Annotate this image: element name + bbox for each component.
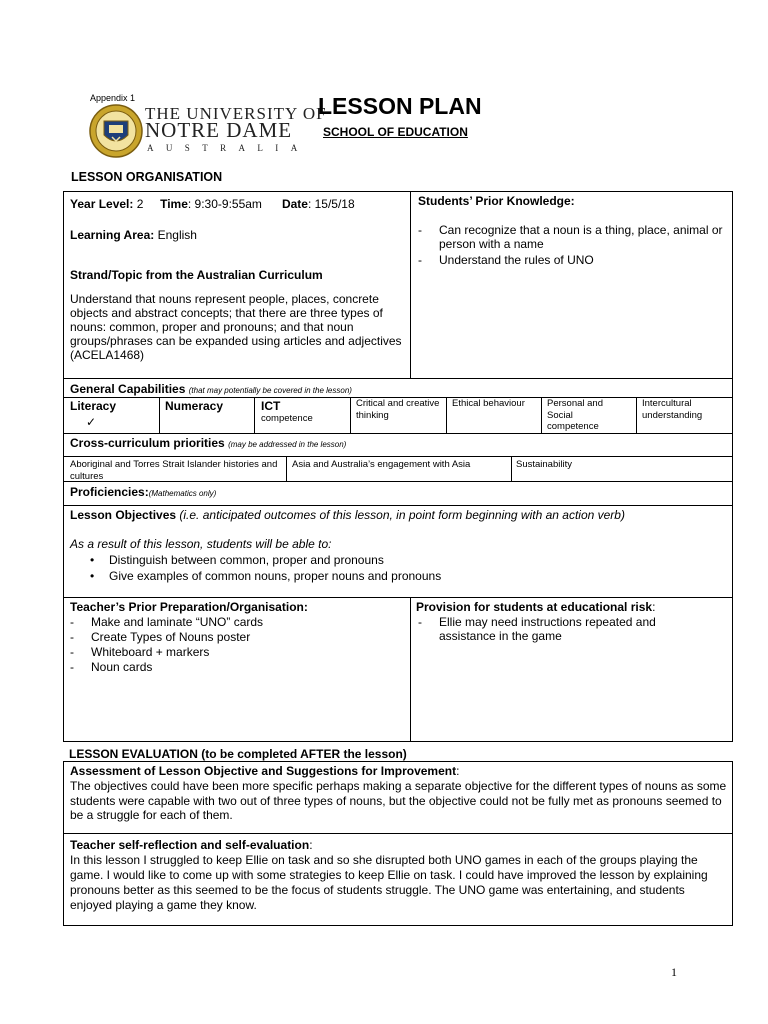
reflection-label: Teacher self-reflection and self-evaluation (70, 838, 310, 852)
preparation-label: Teacher’s Prior Preparation/Organisation: (70, 600, 308, 614)
year-level-label: Year Level: (70, 197, 134, 211)
capability-ict: ICT (261, 399, 281, 413)
list-item: - Can recognize that a noun is a thing, place, animal or person with a name (416, 223, 728, 251)
priority-aboriginal: Aboriginal and Torres Strait Islander histories and cultures (70, 459, 278, 482)
proficiencies (70, 485, 216, 501)
time-label: Time (160, 197, 188, 211)
divider (286, 456, 287, 481)
organisation-heading: LESSON ORGANISATION (71, 170, 223, 184)
divider (63, 505, 733, 506)
prior-knowledge-list (416, 223, 728, 267)
prior-knowledge-label: Students’ Prior Knowledge: (418, 194, 575, 208)
page-title: LESSON PLAN (318, 93, 482, 119)
list-item: - Make and laminate “UNO” cards (68, 615, 398, 629)
university-name-line3: AUSTRALIA (147, 143, 310, 153)
list-item: • Distinguish between common, proper and pronouns (70, 553, 670, 567)
provision-label: Provision for students at educational risk (416, 600, 653, 614)
page-subtitle: SCHOOL OF EDUCATION (323, 125, 468, 139)
capability-critical: Critical and creative thinking (356, 398, 440, 421)
strand-text: Understand that nouns represent people, places, concrete objects and abstract concepts; that there are three types of nouns: common, proper and pronouns; and that noun groups/phrases can be expanded using articles and adjectives (ACELA1468) (70, 292, 402, 362)
page-number: 1 (671, 965, 677, 979)
list-item: - Create Types of Nouns poster (68, 630, 398, 644)
provision-list (416, 615, 686, 643)
literacy-check-icon: ✓ (86, 415, 97, 429)
divider (511, 456, 512, 481)
cross-curriculum-label: Cross-curriculum priorities (70, 436, 225, 450)
strand-label: Strand/Topic from the Australian Curriculum (70, 268, 323, 282)
objectives-intro: As a result of this lesson, students will be able to: (70, 537, 332, 551)
list-item: • Give examples of common nouns, proper nouns and pronouns (70, 569, 670, 583)
year-time-date-row (70, 197, 355, 211)
divider (350, 397, 351, 433)
learning-area (70, 228, 197, 242)
divider (63, 456, 733, 457)
evaluation-heading: LESSON EVALUATION (to be completed AFTER the lesson) (69, 747, 407, 761)
divider (159, 397, 160, 433)
general-capabilities-note: (that may potentially be covered in the lesson) (188, 386, 352, 395)
capability-intercultural: Intercultural understanding (642, 398, 703, 421)
list-item: - Understand the rules of UNO (416, 253, 728, 267)
date-value: : 15/5/18 (307, 197, 355, 211)
divider (446, 397, 447, 433)
divider (254, 397, 255, 433)
time-value: : 9:30-9:55am (187, 197, 262, 211)
provision (416, 600, 655, 614)
cross-curriculum-note: (may be addressed in the lesson) (228, 440, 347, 449)
list-item: - Whiteboard + markers (68, 645, 398, 659)
divider (410, 597, 411, 742)
capability-ethical: Ethical behaviour (452, 398, 525, 409)
lesson-objectives-label: Lesson Objectives (70, 508, 177, 522)
divider (636, 397, 637, 433)
appendix-label: Appendix 1 (90, 93, 136, 103)
university-name-line2: NOTRE DAME (145, 118, 293, 142)
divider (410, 191, 411, 378)
assessment-text: The objectives could have been more specific perhaps making a separate objective for the different types of nouns as some students were capable with two out of three types of nouns, but the objective could not be fully met as pronouns seemed to be a struggle for each of them. (70, 779, 727, 822)
divider (541, 397, 542, 433)
capability-numeracy: Numeracy (165, 399, 224, 413)
capability-ict-sub: competence (261, 413, 313, 424)
divider (63, 833, 733, 834)
divider (63, 378, 733, 379)
university-crest-icon (88, 103, 144, 159)
general-capabilities-label: General Capabilities (70, 382, 186, 396)
provision-colon: : (652, 600, 656, 614)
year-level-value: 2 (136, 197, 144, 211)
capability-literacy: Literacy (70, 399, 117, 413)
priority-asia: Asia and Australia’s engagement with Asia (292, 459, 471, 470)
lesson-objectives-note: (i.e. anticipated outcomes of this lesson, in point form beginning with an action verb) (179, 508, 625, 522)
proficiencies-note: (Mathematics only) (148, 489, 217, 498)
lesson-objectives (70, 508, 625, 522)
general-capabilities (70, 382, 352, 398)
date-label: Date (281, 197, 308, 211)
learning-area-value: English (157, 228, 197, 242)
list-item: - Ellie may need instructions repeated and assistance in the game (416, 615, 686, 643)
assessment: Assessment of Lesson Objective and Suggestions for Improvement: (70, 764, 460, 778)
priority-sustainability: Sustainability (516, 459, 572, 470)
assessment-label: Assessment of Lesson Objective and Suggestions for Improvement (70, 764, 457, 778)
divider (63, 597, 733, 598)
proficiencies-label: Proficiencies: (70, 485, 149, 499)
learning-area-label: Learning Area: (70, 228, 155, 242)
list-item: - Noun cards (68, 660, 398, 674)
divider (63, 433, 733, 434)
capability-personal: Personal and Social competence (547, 398, 603, 432)
cross-curriculum (70, 436, 346, 452)
university-name-line1: THE UNIVERSITY OF (145, 104, 327, 123)
reflection: Teacher self-reflection and self-evaluation: (70, 838, 313, 852)
reflection-text: In this lesson I struggled to keep Ellie on task and so she disrupted both UNO games in each of the groups playing the game. I would like to come up with some strategies to keep Ellie on task. I could have improved the lesson by explaining pronouns better as this seemed to be the focus of students struggle. The UNO game was entertaining, and students enjoyed playing a game they know. (70, 853, 708, 912)
preparation-list (68, 615, 398, 674)
objectives-list (70, 553, 670, 583)
